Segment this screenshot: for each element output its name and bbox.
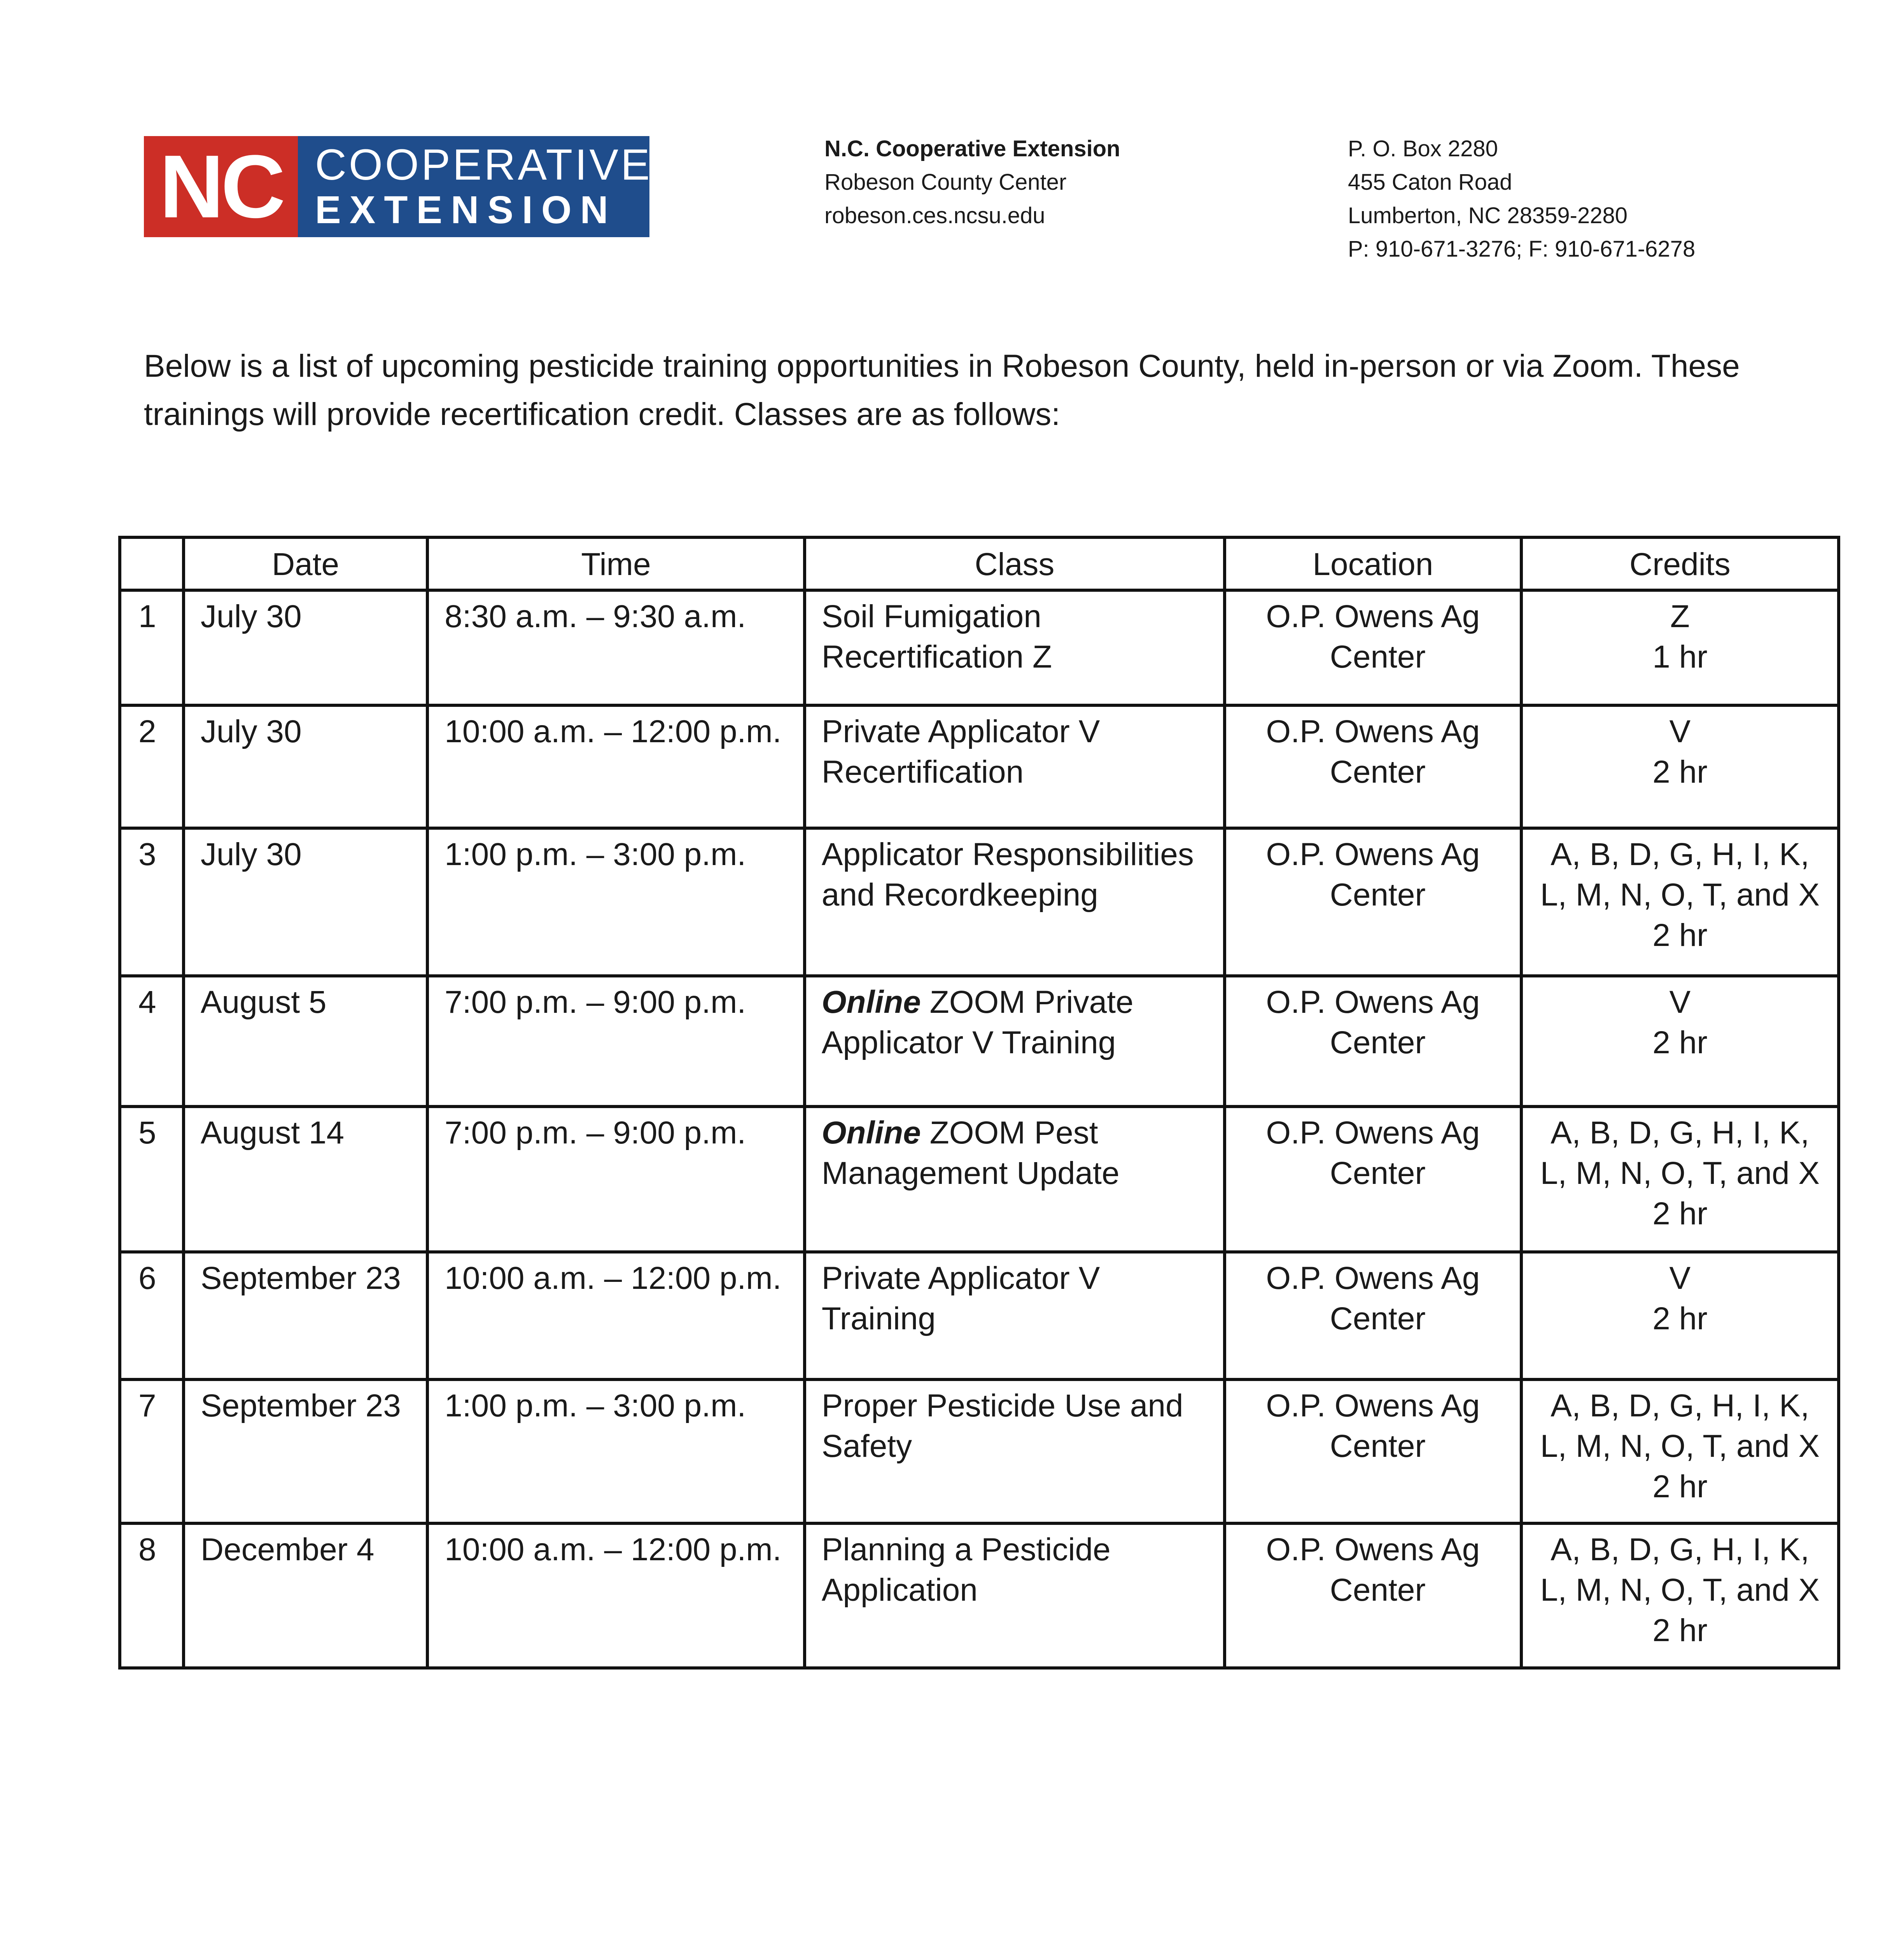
row-location: [1225, 1523, 1521, 1668]
row-time: 10:00 a.m. – 12:00 p.m.: [427, 1523, 804, 1668]
class-line1: [822, 712, 1208, 752]
table-row: [120, 1107, 1839, 1252]
header-class: Class: [805, 537, 1225, 590]
mailing-address-block: [1348, 132, 1853, 266]
row-time: 1:00 p.m. – 3:00 p.m.: [427, 828, 804, 976]
table-row: [120, 1379, 1839, 1523]
class-line2: Application: [821, 1572, 978, 1608]
row-number: 6: [120, 1252, 184, 1379]
row-date: July 30: [184, 590, 427, 705]
table-row: [120, 828, 1839, 976]
logo-line1: COOPERATIVE: [315, 140, 652, 189]
logo-wordmark: [298, 136, 652, 237]
logo-nc: NC: [144, 136, 298, 237]
row-date: December 4: [184, 1523, 427, 1668]
row-time: 10:00 a.m. – 12:00 p.m.: [427, 705, 804, 828]
intro-paragraph: Below is a list of upcoming pesticide training opportunities in Robeson County, held in-person or via Zoom. These trainings will provide recertification credit. Classes are as follows:: [144, 348, 1740, 432]
class-text1: Proper Pesticide Use and: [821, 1388, 1183, 1423]
header-date: Date: [184, 537, 427, 590]
credits-line3: 2 hr: [1652, 918, 1708, 953]
row-date: August 5: [184, 976, 427, 1107]
org-address-block: [824, 132, 1291, 233]
class-text1: Soil Fumigation: [821, 599, 1041, 634]
credits-line2: 1 hr: [1652, 639, 1708, 675]
row-class: [805, 976, 1225, 1107]
logo-line2: EXTENSION: [315, 188, 617, 232]
class-text1: Private Applicator V: [821, 714, 1100, 749]
class-line1: [822, 1530, 1208, 1570]
class-line1: [822, 834, 1208, 875]
row-date: July 30: [184, 705, 427, 828]
location-line1: O.P. Owens Ag: [1266, 1532, 1480, 1567]
credits-line2: 2 hr: [1652, 1301, 1708, 1336]
row-credits: [1521, 590, 1839, 705]
row-number: 2: [120, 705, 184, 828]
credits-line2: 2 hr: [1652, 1025, 1708, 1060]
class-line2: and Recordkeeping: [821, 877, 1098, 913]
header-num: [120, 537, 184, 590]
row-time: 1:00 p.m. – 3:00 p.m.: [427, 1379, 804, 1523]
class-line2: Management Update: [821, 1156, 1120, 1191]
row-number: 7: [120, 1379, 184, 1523]
credits-line1: V: [1669, 714, 1691, 749]
row-class: [805, 1107, 1225, 1252]
location-line1: O.P. Owens Ag: [1266, 1388, 1480, 1423]
credits-line3: 2 hr: [1652, 1613, 1708, 1648]
location-line2: Center: [1330, 754, 1426, 790]
class-text1: Planning a Pesticide: [821, 1532, 1111, 1567]
location-line2: Center: [1330, 1572, 1426, 1608]
row-class: [805, 1523, 1225, 1668]
location-line1: O.P. Owens Ag: [1266, 837, 1480, 872]
table-row: [120, 1523, 1839, 1668]
org-website: robeson.ces.ncsu.edu: [824, 203, 1045, 228]
row-time: 8:30 a.m. – 9:30 a.m.: [427, 590, 804, 705]
credits-line1: A, B, D, G, H, I, K,: [1550, 1532, 1810, 1567]
city-state-zip: Lumberton, NC 28359-2280: [1348, 203, 1628, 228]
class-text1: ZOOM Private: [929, 984, 1134, 1020]
table-row: [120, 590, 1839, 705]
class-line1: [822, 1113, 1208, 1153]
class-line2: Safety: [821, 1428, 912, 1464]
row-location: [1225, 976, 1521, 1107]
row-date: July 30: [184, 828, 427, 976]
credits-line3: 2 hr: [1652, 1196, 1708, 1231]
street-address: 455 Caton Road: [1348, 170, 1512, 195]
class-text1: ZOOM Pest: [929, 1115, 1098, 1150]
class-line1: [822, 1386, 1208, 1426]
row-class: [805, 1379, 1225, 1523]
table-header-row: [120, 537, 1839, 590]
credits-line1: A, B, D, G, H, I, K,: [1550, 837, 1810, 872]
row-credits: [1521, 1252, 1839, 1379]
row-credits: [1521, 705, 1839, 828]
credits-line1: A, B, D, G, H, I, K,: [1550, 1388, 1810, 1423]
row-location: [1225, 1379, 1521, 1523]
online-label: Online: [821, 1115, 921, 1150]
row-time: 7:00 p.m. – 9:00 p.m.: [427, 976, 804, 1107]
location-line2: Center: [1330, 1156, 1426, 1191]
row-date: September 23: [184, 1379, 427, 1523]
credits-line3: 2 hr: [1652, 1469, 1708, 1504]
row-credits: [1521, 1523, 1839, 1668]
location-line2: Center: [1330, 1025, 1426, 1060]
row-date: August 14: [184, 1107, 427, 1252]
row-credits: [1521, 828, 1839, 976]
row-number: 3: [120, 828, 184, 976]
class-line2: Training: [821, 1301, 936, 1336]
org-center: Robeson County Center: [824, 170, 1067, 195]
credits-line2: 2 hr: [1652, 754, 1708, 790]
online-label: Online: [821, 984, 921, 1020]
row-time: 10:00 a.m. – 12:00 p.m.: [427, 1252, 804, 1379]
nc-cooperative-extension-logo: [144, 136, 652, 237]
location-line2: Center: [1330, 877, 1426, 913]
row-number: 5: [120, 1107, 184, 1252]
location-line2: Center: [1330, 639, 1426, 675]
row-location: [1225, 705, 1521, 828]
class-line2: Recertification: [821, 754, 1024, 790]
location-line1: O.P. Owens Ag: [1266, 984, 1480, 1020]
credits-line1: V: [1669, 1260, 1691, 1296]
location-line1: O.P. Owens Ag: [1266, 714, 1480, 749]
location-line2: Center: [1330, 1428, 1426, 1464]
table-row: [120, 1252, 1839, 1379]
row-location: [1225, 1107, 1521, 1252]
class-line1: [822, 982, 1208, 1023]
header-location: Location: [1225, 537, 1521, 590]
row-class: [805, 1252, 1225, 1379]
table-row: [120, 976, 1839, 1107]
credits-line2: L, M, N, O, T, and X: [1540, 1572, 1820, 1608]
location-line1: O.P. Owens Ag: [1266, 599, 1480, 634]
row-credits: [1521, 976, 1839, 1107]
credits-line2: L, M, N, O, T, and X: [1540, 1156, 1820, 1191]
row-number: 8: [120, 1523, 184, 1668]
location-line2: Center: [1330, 1301, 1426, 1336]
location-line1: O.P. Owens Ag: [1266, 1260, 1480, 1296]
credits-line1: V: [1669, 984, 1691, 1020]
class-line2: Recertification Z: [821, 639, 1052, 675]
credits-line1: Z: [1670, 599, 1690, 634]
class-text1: Private Applicator V: [821, 1260, 1100, 1296]
row-location: [1225, 1252, 1521, 1379]
row-date: September 23: [184, 1252, 427, 1379]
row-number: 1: [120, 590, 184, 705]
row-credits: [1521, 1379, 1839, 1523]
class-line1: [822, 1258, 1208, 1299]
table-row: [120, 705, 1839, 828]
row-number: 4: [120, 976, 184, 1107]
class-text1: Applicator Responsibilities: [821, 837, 1194, 872]
header-time: Time: [427, 537, 804, 590]
row-credits: [1521, 1107, 1839, 1252]
credits-line2: L, M, N, O, T, and X: [1540, 877, 1820, 913]
credits-line1: A, B, D, G, H, I, K,: [1550, 1115, 1810, 1150]
credits-line2: L, M, N, O, T, and X: [1540, 1428, 1820, 1464]
row-class: [805, 828, 1225, 976]
row-class: [805, 590, 1225, 705]
location-line1: O.P. Owens Ag: [1266, 1115, 1480, 1150]
org-name: N.C. Cooperative Extension: [824, 136, 1120, 161]
po-box: P. O. Box 2280: [1348, 136, 1498, 161]
training-schedule-table: [118, 536, 1840, 1670]
class-line2: Applicator V Training: [821, 1025, 1116, 1060]
row-location: [1225, 590, 1521, 705]
class-line1: [822, 596, 1208, 637]
header-credits: Credits: [1521, 537, 1839, 590]
phone-fax: P: 910-671-3276; F: 910-671-6278: [1348, 236, 1696, 262]
row-time: 7:00 p.m. – 9:00 p.m.: [427, 1107, 804, 1252]
row-class: [805, 705, 1225, 828]
row-location: [1225, 828, 1521, 976]
